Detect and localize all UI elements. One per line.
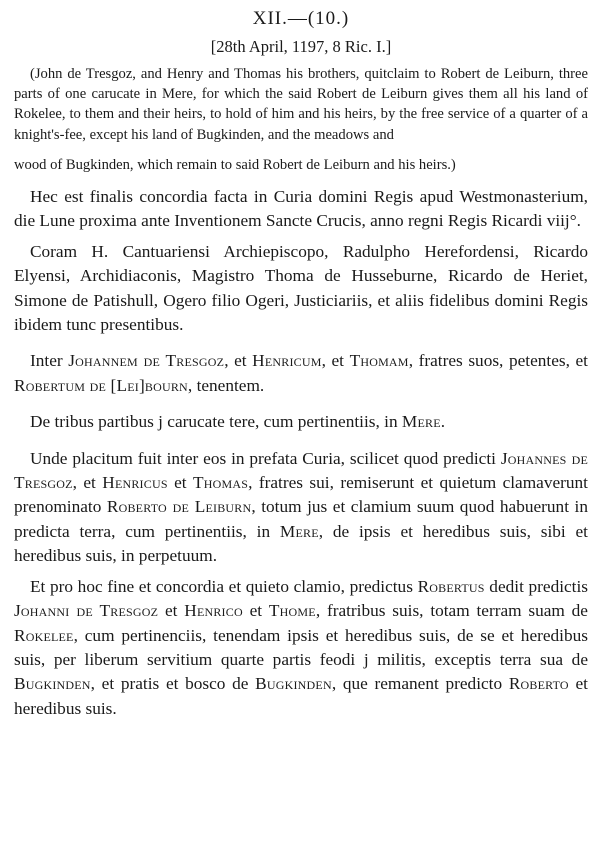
text-segment: , de ipsis et heredibus suis, sibi et heredibus suis, in perpetuum. (14, 521, 588, 566)
text-segment: Unde placitum fuit inter eos in prefata Curia, scilicet quod predicti (30, 448, 501, 468)
summary-paragraph-end: wood of Bugkinden, which remain to said Robert de Leiburn and his heirs.) (14, 156, 456, 173)
text-segment: , et (321, 351, 350, 371)
text-segment: et (242, 601, 269, 621)
person-name: Johanni de Tresgoz (14, 601, 159, 621)
text-segment: , et (224, 351, 253, 371)
text-segment: , fratres suos, petentes, et (408, 351, 588, 371)
place-name: Bugkinden (14, 674, 91, 694)
person-name: Robertum de [Lei]bourn (14, 375, 188, 395)
text-segment: dedit predictis (484, 576, 589, 596)
text-segment: , fratres sui, remiserunt et quietum clamaverunt prenominato (14, 473, 588, 517)
text-segment: Inter (30, 351, 69, 371)
place-name: Mere (279, 521, 319, 541)
coram-paragraph: Coram H. Cantuariensi Archiepiscopo, Radulpho Herefordensi, Ricardo Elyensi, Archidiaconis, Magistro Thoma de Husseburne, Ricardo de Heriet, Simone de Patishull, Ogero filio Ogeri, Justiciariis, et aliis fidelibus domini Regis ibidem tunc presentibus. (14, 241, 588, 335)
date-line: [28th April, 1197, 8 Ric. I.] (210, 37, 392, 56)
person-name: Roberto (508, 674, 569, 694)
text-segment: , tenentem. (187, 375, 265, 395)
text-segment: Et pro hoc fine et concordia et quieto clamio, predictus (30, 576, 418, 596)
text-segment: et (158, 601, 185, 621)
text-segment: et heredibus suis. (14, 674, 588, 718)
text-segment: De tribus partibus j carucate tere, cum pertinentiis, in (30, 412, 402, 432)
person-name: Henricum (252, 351, 322, 371)
person-name: Henricus (102, 473, 168, 493)
place-name: Bugkinden (255, 674, 332, 694)
summary-paragraph: (John de Tresgoz, and Henry and Thomas his brothers, quitclaim to Robert de Leiburn, three parts of one carucate in Mere, for which the said Robert de Leiburn gives them all his land of Rokelee, to them and their heirs, to hold of him and his heirs, by the free service of a quarter of a knight's-fee, except his land of Bugkinden, and the meadows and (14, 66, 588, 143)
grant-paragraph (14, 575, 588, 721)
person-name: Thome (268, 601, 316, 621)
place-name: Rokelee (14, 625, 74, 645)
text-segment: , totum jus et clamium suum quod habuerunt in predicta terra, cum pertinentiis, in (14, 497, 588, 541)
text-segment: , que remanent predicto (331, 674, 509, 694)
person-name: Robertus (417, 576, 485, 596)
property-paragraph (14, 410, 588, 434)
concord-paragraph: Hec est finalis concordia facta in Curia domini Regis apud Westmonasterium, die Lune proxima ante Inventionem Sancte Crucis, anno regni Regis Ricardi viij°. (14, 187, 588, 231)
person-name: Henrico (184, 601, 243, 621)
person-name: Johannem de Tresgoz (68, 351, 225, 371)
section-heading: XII.—(10.) (252, 8, 350, 29)
text-segment: , et (72, 473, 103, 493)
person-name: Thomam (349, 351, 409, 371)
person-name: Thomas (193, 473, 249, 493)
text-segment: . (440, 412, 446, 432)
plea-paragraph (14, 447, 588, 569)
person-name: Johannes de Tresgoz (14, 448, 588, 493)
text-segment: , et pratis et bosco de (90, 674, 256, 694)
document-page (14, 6, 588, 727)
text-segment: , fratribus suis, totam terram suam de (315, 601, 588, 621)
text-segment: et (167, 473, 194, 493)
text-segment: , cum pertinenciis, tenendam ipsis et heredibus suis, de se et heredibus suis, per liberum servitium quarte partis feodi j militis, exceptis terra sua de (14, 625, 588, 669)
person-name: Roberto de Leiburn (106, 497, 252, 517)
place-name: Mere (401, 412, 441, 432)
parties-paragraph (14, 349, 588, 398)
